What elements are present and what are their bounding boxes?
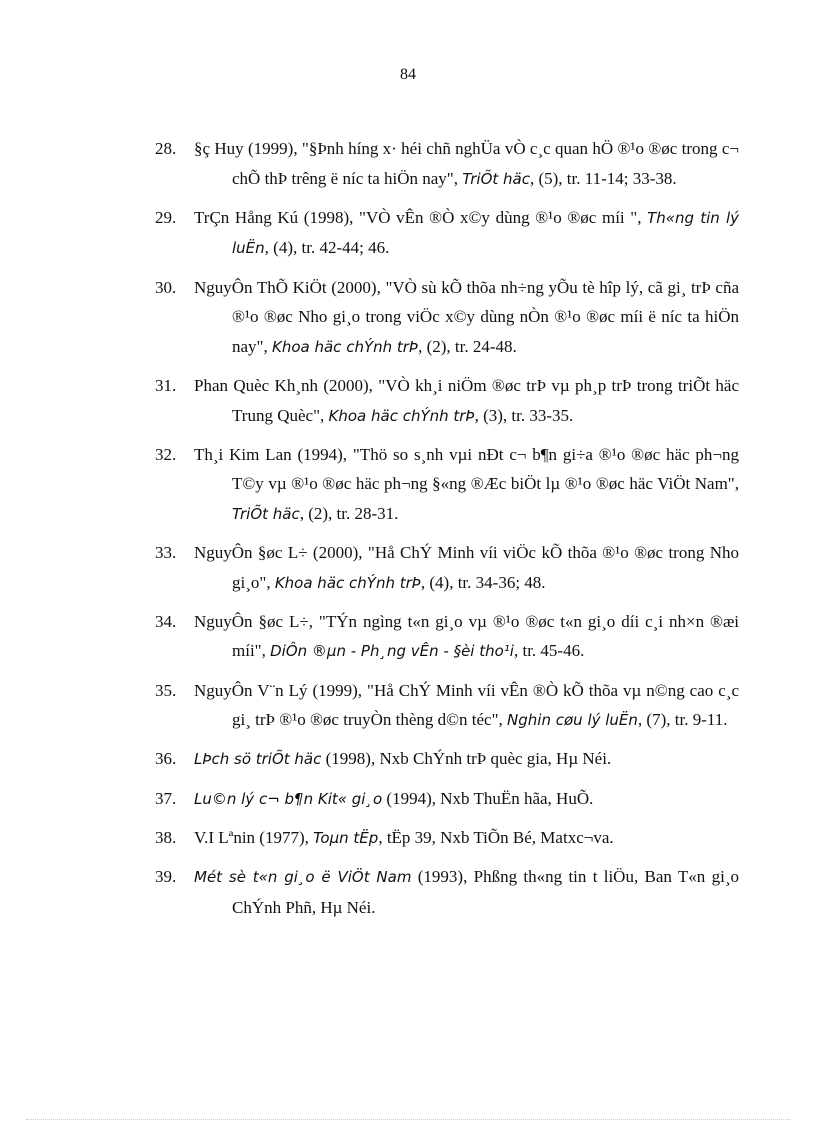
reference-item [0,862,816,922]
reference-item [0,607,816,667]
reference-number: 28. [155,139,177,158]
reference-number: 34. [155,611,177,631]
reference-number: 36. [155,749,177,769]
reference-text-segment: NguyÔn §øc L÷, "TÝn ngìng t«n gi¸o vµ ®¹o ®øc t«n gi¸o díi c¸i nh×n ®æi míi", [194,611,739,661]
reference-text-segment: NguyÔn ThÕ KiÖt (2000), "VÒ sù kÕ thõa nh÷ng yÕu tè hîp lý, cã gi¸ trÞ cña ®¹o ®øc Nho gi¸o trong viÖc x©y dùng nÒn ®¹o ®øc míi ë níc ta hiÖn nay", [194,277,739,356]
reference-text [194,867,739,917]
reference-text [194,139,739,188]
reference-source-title: Khoa häc chÝnh trÞ [272,337,419,356]
reference-text-segment: , (3), tr. 33-35. [474,405,574,425]
reference-text-segment: , tËp 39, Nxb TiÕn Bé, Matxc¬va. [378,827,614,847]
reference-item [0,538,816,598]
reference-number: 37. [155,788,177,808]
reference-source-title: Toµn tËp [313,828,379,847]
reference-text-segment: , (2), tr. 24-48. [418,336,517,356]
reference-text [194,828,614,847]
reference-item [0,203,816,264]
reference-item [0,676,816,736]
reference-source-title: Khoa häc chÝnh trÞ [328,406,475,425]
reference-text-segment: (1994), Nxb ThuËn hãa, HuÕ. [382,788,594,808]
reference-source-title: Mét sè t«n gi¸o ë ViÖt Nam [194,868,412,886]
reference-text-segment: Th¸i Kim Lan (1994), "Thö so s¸nh vµi nÐt c¬ b¶n gi÷a ®¹o ®øc häc ph¬ng T©y vµ ®¹o ®øc häc ph¬ng §«ng ®Æc biÖt lµ ®¹o ®øc häc ViÖt Nam", [194,444,739,494]
reference-source-title: Khoa häc chÝnh trÞ [274,573,421,592]
reference-item [0,134,816,194]
reference-source-title: Lu©n lý c¬ b¶n Kit« gi¸o [194,789,383,808]
reference-number: 39. [155,867,177,886]
reference-source-title: LÞch sö triÕt häc [194,750,322,769]
reference-text-segment: , (5), tr. 11-14; 33-38. [529,168,677,188]
page-number: 84 [400,66,416,83]
reference-text [194,376,739,425]
reference-text-segment: Phan Quèc Kh¸nh (2000), "VÒ kh¸i niÖm ®øc trÞ vµ ph¸p trÞ trong triÕt häc Trung Quèc", [194,375,739,425]
page-bottom-divider [26,1119,790,1120]
reference-text [194,445,739,523]
reference-item [0,744,816,775]
reference-text-segment: §ç Huy (1999), "§Þnh híng x· héi chñ nghÜa vÒ c¸c quan hÖ ®¹o ®øc trong c¬ chÕ thÞ trêng ë níc ta hiÖn nay", [194,139,739,188]
reference-number: 32. [155,444,177,464]
reference-source-title: TriÕt häc [462,169,530,188]
reference-text-segment: , tr. 45-46. [513,641,585,661]
reference-text-segment: TrÇn Hång Kú (1998), "VÒ vÊn ®Ò x©y dùng ®¹o ®øc míi ", [194,207,648,227]
reference-text [194,749,611,768]
reference-text-segment: , (4), tr. 34-36; 48. [420,572,546,592]
reference-source-title: DiÔn ®µn - Ph¸ng vÊn - §èi tho¹i [270,642,514,661]
reference-number: 30. [155,277,177,297]
reference-text [194,543,739,592]
reference-number: 31. [155,375,177,395]
reference-number: 29. [155,207,177,227]
reference-text-segment: , (2), tr. 28-31. [299,503,399,523]
reference-text-segment: NguyÔn §øc L÷ (2000), "Hå ChÝ Minh víi viÖc kÕ thõa ®¹o ®øc trong Nho gi¸o", [194,543,739,592]
reference-item [0,273,816,363]
reference-text-segment: , (7), tr. 9-11. [637,710,728,730]
reference-item [0,371,816,431]
reference-item [0,823,816,854]
reference-text [194,612,739,661]
reference-item [0,784,816,815]
reference-text-segment: (1998), Nxb ChÝnh trÞ quèc gia, Hµ Néi. [321,749,612,769]
reference-text [194,278,739,356]
reference-text-segment: (1993), Phßng th«ng tin t liÖu, Ban T«n gi¸o ChÝnh Phñ, Hµ Néi. [232,867,739,917]
reference-text-segment: , (4), tr. 42-44; 46. [264,238,390,258]
reference-text-segment: NguyÔn V¨n Lý (1999), "Hå ChÝ Minh víi vÊn ®Ò kÕ thõa vµ n©ng cao c¸c gi¸ trÞ ®¹o ®øc truyÒn thèng d©n téc", [194,680,739,730]
reference-text-segment: V.I Lªnin (1977), [194,827,314,847]
reference-source-title: TriÕt häc [232,504,300,523]
reference-number: 38. [155,827,177,847]
reference-list [0,134,816,931]
reference-number: 35. [155,680,177,700]
reference-source-title: Nghin cøu lý luËn [507,711,638,730]
reference-number: 33. [155,543,177,563]
reference-text [194,789,593,808]
reference-text [194,208,739,258]
reference-item [0,440,816,530]
reference-source-title: Th«ng tin lý luËn [232,208,740,258]
reference-text [194,681,739,730]
